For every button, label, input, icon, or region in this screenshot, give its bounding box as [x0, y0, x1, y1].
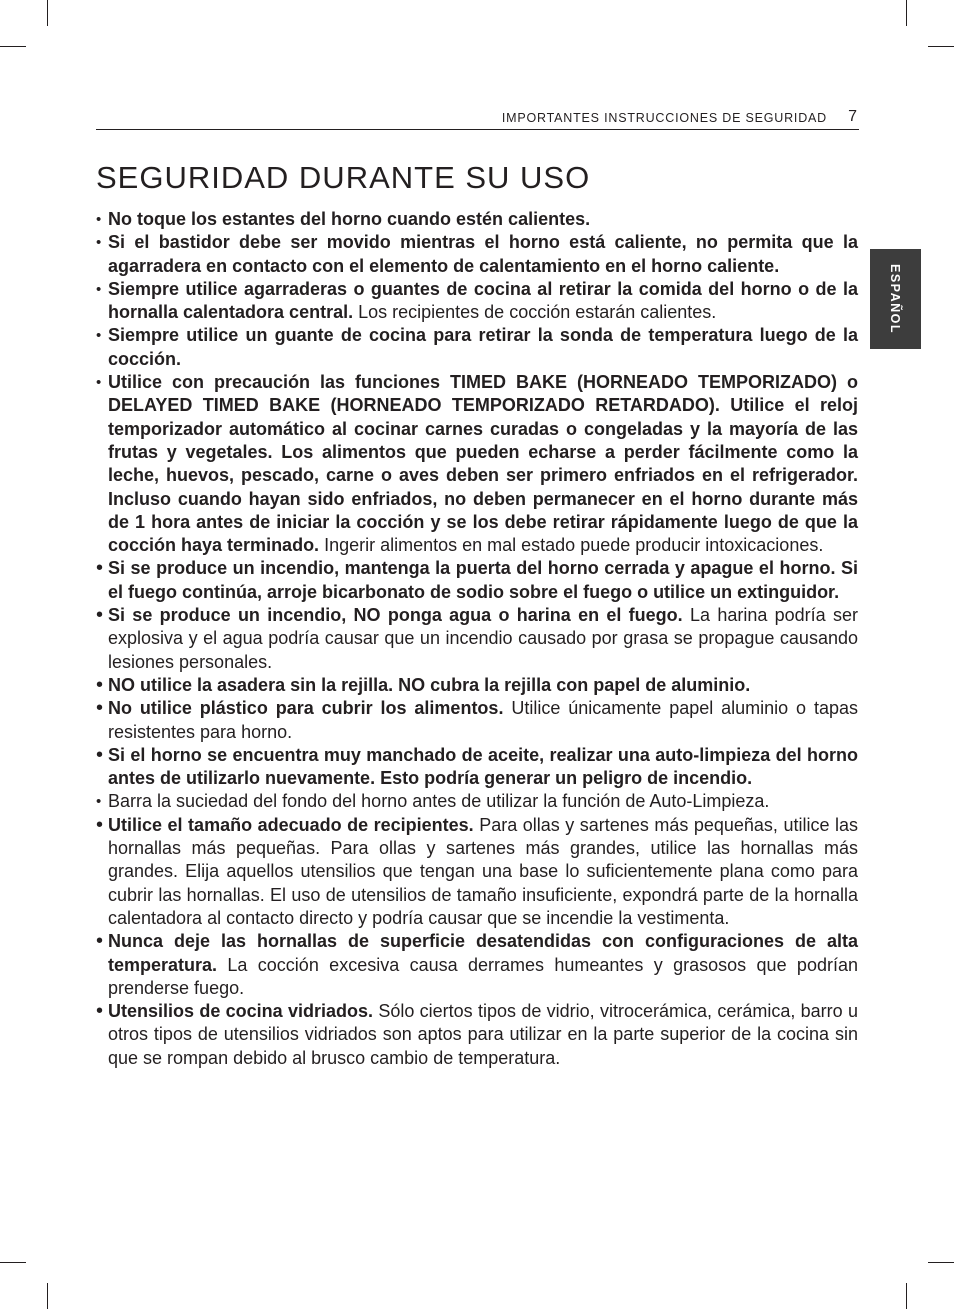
item-text: La harina podría ser explosiva y el agua podría causar que un incendio causado por grasa se propague causando lesiones personales.	[108, 605, 858, 672]
list-item	[96, 930, 858, 1000]
list-item	[96, 814, 858, 930]
crop-mark	[0, 1262, 26, 1263]
header-rule	[96, 129, 859, 130]
item-text: Ingerir alimentos en mal estado puede producir intoxicaciones.	[319, 535, 824, 556]
item-bold-text: Utilice con precaución las funciones TIMED BAKE (HORNEADO TEMPORIZADO) o DELAYED TIMED BAKE (HORNEADO TEMPORIZADO RETARDADO). Utilice el reloj temporizador automático al cocinar carnes curadas o congeladas y la mayoría de las frutas y vegetales. Los alimentos que pueden echarse a perder fácilmente como la leche, huevos, pescado, carne o aves deben ser primero enfriados en el refrigerador. Incluso cuando hayan sido enfriados, no deben permanecer en el horno durante más de 1 hora antes de iniciar la cocción y se los debe retirar rápidamente luego de que la cocción haya terminado.	[108, 372, 858, 556]
item-bold-text: Si el bastidor debe ser movido mientras el horno está caliente, no permita que la agarradera en contacto con el elemento de calentamiento en el horno caliente.	[108, 232, 858, 276]
running-title: IMPORTANTES INSTRUCCIONES DE SEGURIDAD	[501, 111, 827, 125]
item-text: Para ollas y sartenes más pequeñas, utilice las hornallas más pequeñas. Para ollas y sartenes más grandes, utilice las hornallas más grandes. Elija aquellos utensilios que tengan una base lo suficientemente plana como para cubrir las hornallas. El uso de utensilios de tamaño insuficiente, expondrá parte de la hornalla calentadora al contacto directo y podría causar que se incendie la vestimenta.	[108, 814, 858, 928]
crop-mark	[928, 1262, 954, 1263]
list-item	[96, 790, 858, 813]
list-item	[96, 208, 858, 231]
list-item	[96, 324, 858, 371]
list-item	[96, 1000, 858, 1070]
item-bold-text: Utilice el tamaño adecuado de recipientes.	[108, 814, 474, 835]
item-bold-text: Utensilios de cocina vidriados.	[108, 1001, 374, 1022]
crop-mark	[47, 0, 48, 26]
item-bold-text: Si el horno se encuentra muy manchado de aceite, realizar una auto-limpieza del horno antes de utilizarlo nuevamente. Esto podría generar un peligro de incendio.	[108, 744, 858, 789]
safety-list	[96, 208, 858, 1070]
item-text: La cocción excesiva causa derrames humeantes y grasosos que podrían prenderse fuego.	[108, 954, 858, 998]
page-header	[96, 108, 859, 130]
item-bold-text: Siempre utilice un guante de cocina para retirar la sonda de temperatura luego de la cocción.	[108, 325, 858, 369]
language-tab-label: ESPAÑOL	[888, 264, 902, 334]
crop-mark	[0, 46, 26, 47]
crop-mark	[906, 0, 907, 26]
list-item	[96, 744, 858, 791]
language-tab	[870, 249, 921, 349]
item-text: Utilice únicamente papel aluminio o tapas resistentes para horno.	[108, 698, 858, 742]
item-bold-text: Siempre utilice agarraderas o guantes de cocina al retirar la comida del horno o de la hornalla calentadora central.	[108, 278, 858, 323]
item-bold-text: No utilice plástico para cubrir los alimentos.	[108, 698, 504, 719]
item-bold-text: No toque los estantes del horno cuando estén calientes.	[108, 209, 591, 229]
list-item	[96, 278, 858, 325]
list-item	[96, 371, 858, 557]
page-number: 7	[848, 108, 857, 125]
crop-mark	[928, 46, 954, 47]
list-item	[96, 697, 858, 744]
item-bold-text: Si se produce un incendio, NO ponga agua o harina en el fuego.	[108, 605, 683, 626]
section-title: SEGURIDAD DURANTE SU USO	[96, 160, 591, 195]
item-bold-text: Si se produce un incendio, mantenga la puerta del horno cerrada y apague el horno. Si el fuego continúa, arroje bicarbonato de sodio sobre el fuego o utilice un extinguidor.	[108, 558, 858, 602]
item-text: Los recipientes de cocción estarán calientes.	[353, 302, 717, 323]
item-text: Barra la suciedad del fondo del horno antes de utilizar la función de Auto-Limpieza.	[108, 791, 770, 812]
list-item	[96, 674, 858, 697]
crop-mark	[906, 1283, 907, 1309]
item-bold-text: NO utilice la asadera sin la rejilla. NO cubra la rejilla con papel de aluminio.	[108, 674, 751, 695]
item-text: Sólo ciertos tipos de vidrio, vitrocerámica, cerámica, barro u otros tipos de utensilios vidriados son aptos para utilizar en la parte superior de la cocina sin que se rompan debido al brusco cambio de temperatura.	[108, 1001, 859, 1068]
list-item	[96, 604, 858, 674]
list-item	[96, 231, 858, 278]
item-bold-text: Nunca deje las hornallas de superficie desatendidas con configuraciones de alta temperatura.	[108, 931, 858, 975]
list-item	[96, 557, 858, 604]
crop-mark	[47, 1283, 48, 1309]
